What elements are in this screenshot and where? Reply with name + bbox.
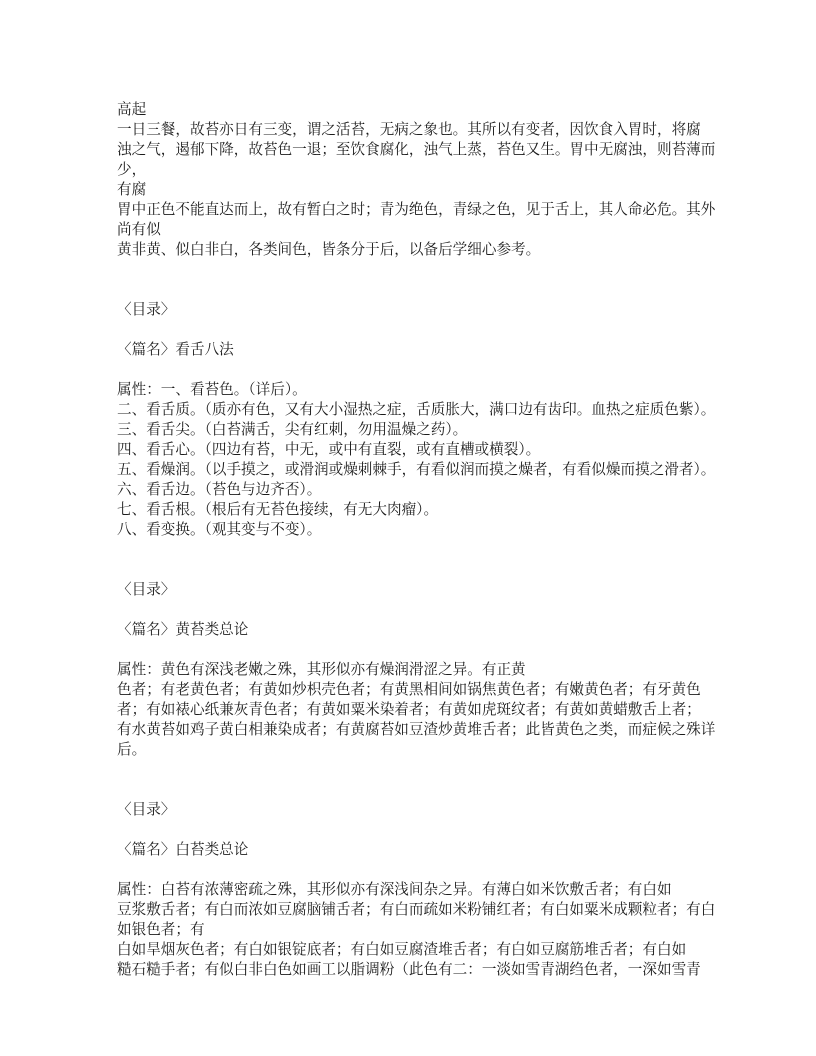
text-line: 〈目录〉 (117, 582, 176, 598)
text-line: 有水黄苔如鸡子黄白相兼染成者；有黄腐苔如豆渣炒黄堆舌者；此皆黄色之类，而症候之殊详 (117, 722, 716, 738)
text-line: 豆浆敷舌者；有白而浓如豆腐脑铺舌者；有白而疏如米粉铺红者；有白如粟米成颗粒者；有白 (117, 902, 716, 918)
toc-marker-2 (117, 580, 757, 600)
text-line: 〈篇名〉白苔类总论 (117, 842, 249, 858)
text-line: 高起 (117, 102, 147, 118)
text-line: 后。 (117, 742, 147, 758)
text-line: 四、看舌心。（四边有苔，中无，或中有直裂，或有直槽或横裂）。 (117, 442, 541, 458)
text-line: 三、看舌尖。（白苔满舌，尖有红刺，勿用温燥之药）。 (117, 422, 468, 438)
text-line: 属性：白苔有浓薄密疏之殊，其形似亦有深浅间杂之异。有薄白如米饮敷舌者；有白如 (117, 882, 672, 898)
text-line: 六、看舌边。（苔色与边齐否）。 (117, 482, 322, 498)
text-line: 七、看舌根。（根后有无苔色接续，有无大肉瘤）。 (117, 502, 439, 518)
document-content (117, 100, 757, 980)
toc-marker-1 (117, 300, 757, 320)
text-line: 尚有似 (117, 222, 161, 238)
text-line: 五、看燥润。（以手摸之，或滑润或燥刺棘手，有看似润而摸之燥者，有看似燥而摸之滑者）。 (117, 462, 716, 478)
text-line: 白如旱烟灰色者；有白如银锭底者；有白如豆腐渣堆舌者；有白如豆腐筋堆舌者；有白如 (117, 942, 687, 958)
text-line: 糙石糙手者；有似白非白色如画工以脂调粉（此色有二：一淡如雪青湖绉色者，一深如雪青 (117, 962, 701, 978)
text-line: 〈篇名〉看舌八法 (117, 342, 234, 358)
text-line: 黄非黄、似白非白，各类间色，皆条分于后，以备后学细心参考。 (117, 242, 541, 258)
text-line: 〈目录〉 (117, 802, 176, 818)
text-line: 如银色者；有 (117, 922, 205, 938)
text-line: 有腐 (117, 182, 147, 198)
intro-paragraph (117, 100, 757, 260)
text-line: 〈目录〉 (117, 302, 176, 318)
section-title-white-coating (117, 840, 757, 860)
text-line: 属性：黄色有深浅老嫩之殊，其形似亦有燥润滑涩之异。有正黄 (117, 662, 526, 678)
text-line: 〈篇名〉黄苔类总论 (117, 622, 249, 638)
text-line: 八、看变换。（观其变与不变）。 (117, 522, 322, 538)
text-line: 者；有如裱心纸兼灰青色者；有黄如粟米染着者；有黄如虎斑纹者；有黄如黄蜡敷舌上者； (117, 702, 701, 718)
text-line: 属性：一、看苔色。（详后）。 (117, 382, 307, 398)
section-body-yellow-coating (117, 660, 757, 760)
section-title-tongue-eight-methods (117, 340, 757, 360)
text-line: 一日三餐，故苔亦日有三变，谓之活苔，无病之象也。其所以有变者，因饮食入胃时，将腐 (117, 122, 701, 138)
text-line: 胃中正色不能直达而上，故有暂白之时；青为绝色，青绿之色，见于舌上，其人命必危。其外 (117, 202, 716, 218)
text-line: 少， (117, 162, 147, 178)
toc-marker-3 (117, 800, 757, 820)
section-title-yellow-coating (117, 620, 757, 640)
section-body-tongue-eight-methods (117, 380, 757, 540)
text-line: 浊之气，遏郁下降，故苔色一退；至饮食腐化，浊气上蒸，苔色又生。胃中无腐浊，则苔薄而 (117, 142, 716, 158)
section-body-white-coating (117, 880, 757, 980)
text-line: 色者；有老黄色者；有黄如炒枳壳色者；有黄黑相间如锅焦黄色者；有嫩黄色者；有牙黄色 (117, 682, 701, 698)
text-line: 二、看舌质。（质亦有色，又有大小湿热之症，舌质胀大，满口边有齿印。血热之症质色紫）。 (117, 402, 716, 418)
